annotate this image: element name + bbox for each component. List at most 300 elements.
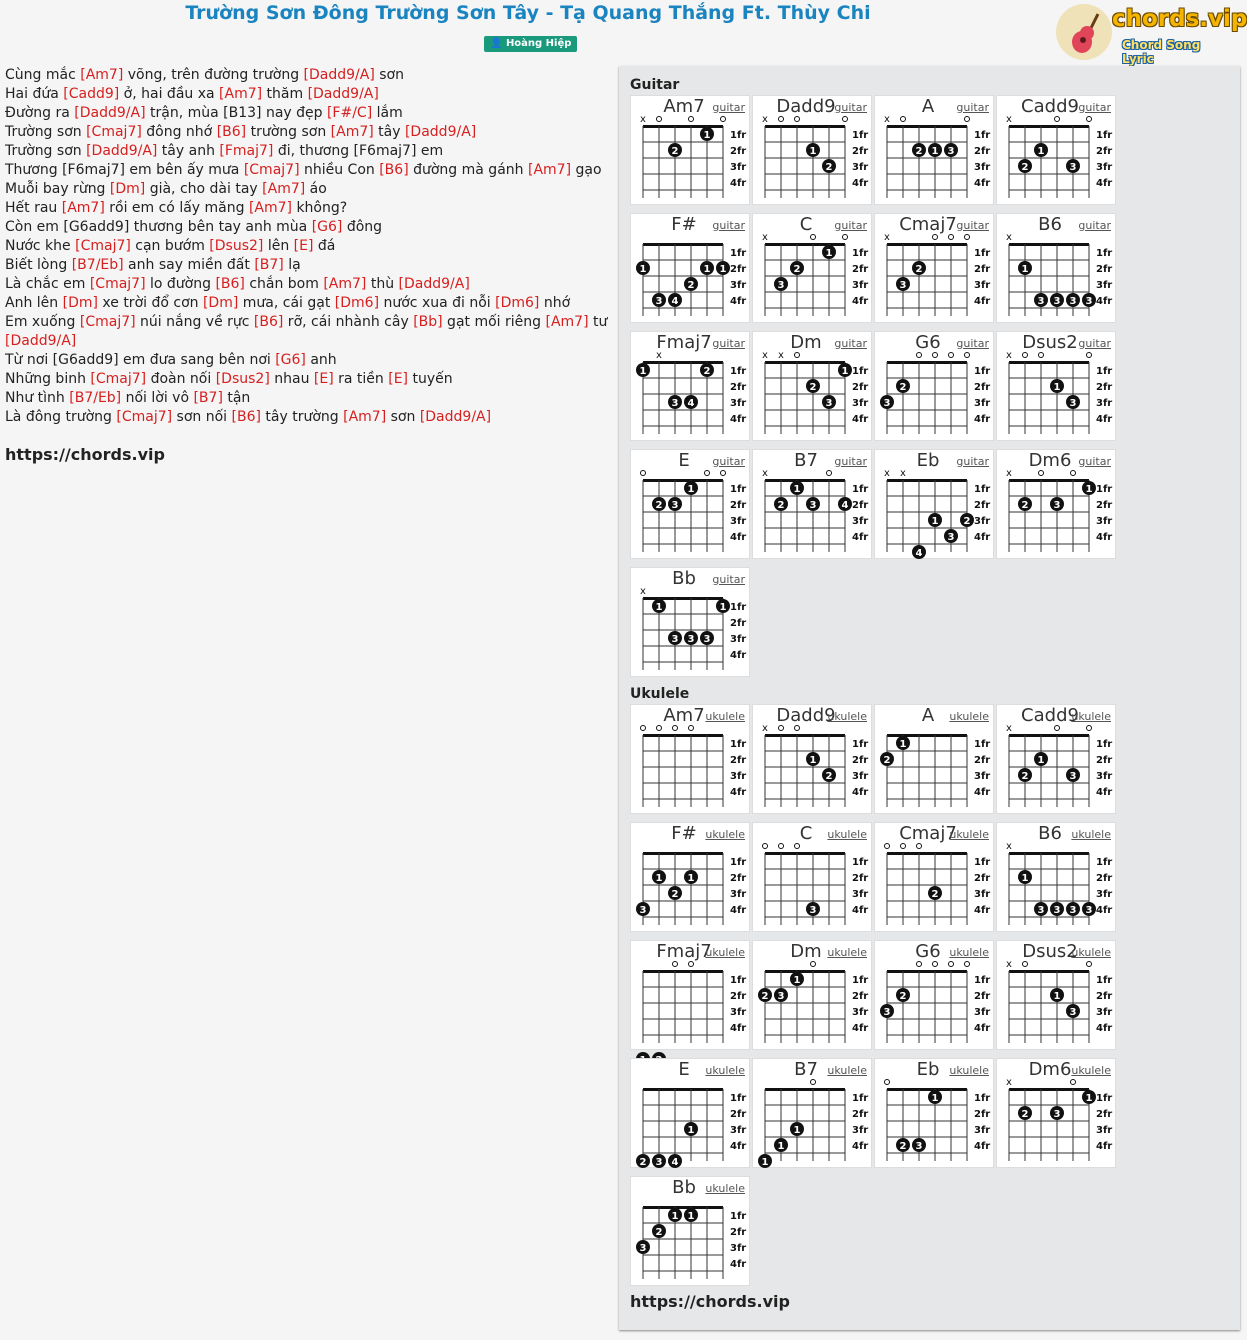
guitar-chord-card[interactable] — [752, 449, 872, 559]
finger-number: 2 — [963, 516, 971, 527]
chord-link[interactable]: [B6] — [216, 124, 247, 140]
chord-link[interactable]: [Fmaj7] — [219, 143, 274, 159]
chord-link[interactable]: [Dm6] — [495, 295, 540, 311]
ukulele-link[interactable]: ukulele — [949, 710, 989, 723]
author-badge[interactable] — [484, 36, 577, 52]
open-marker — [949, 962, 954, 967]
ukulele-chord-card[interactable] — [996, 704, 1116, 814]
chord-link[interactable]: [Dm] — [109, 181, 146, 197]
finger-number: 3 — [1053, 1109, 1061, 1120]
open-marker — [965, 353, 970, 358]
guitar-link[interactable]: guitar — [1078, 219, 1111, 232]
fret-label: 1fr — [852, 975, 869, 986]
chord-diagram — [875, 450, 995, 560]
finger-number: 2 — [1021, 1109, 1029, 1120]
chord-link[interactable]: [Dsus2] — [215, 371, 270, 387]
fret-label: 3fr — [1096, 1007, 1113, 1018]
lyric-text: lo đường — [145, 276, 216, 292]
muted-marker: x — [762, 114, 768, 125]
open-marker — [949, 235, 954, 240]
chord-link[interactable]: [B7] — [254, 257, 284, 273]
guitar-chord-card[interactable] — [630, 567, 750, 677]
chord-link[interactable]: [E] — [388, 371, 409, 387]
ukulele-link[interactable]: ukulele — [705, 1064, 745, 1077]
chord-name: Dm — [790, 941, 822, 962]
guitar-chord-card[interactable] — [630, 331, 750, 441]
guitar-link[interactable]: guitar — [956, 101, 989, 114]
guitar-chord-card[interactable] — [996, 331, 1116, 441]
chord-name: B6 — [1038, 214, 1062, 235]
fret-label: 4fr — [974, 414, 991, 425]
lyric-text: Hết rau — [5, 200, 62, 216]
lyric-text: sơn — [386, 409, 420, 425]
finger-number: 1 — [1085, 1093, 1093, 1104]
chord-link[interactable]: [Am7] — [330, 124, 374, 140]
chord-link[interactable]: [Am7] — [262, 181, 306, 197]
chord-link[interactable]: [G6] — [311, 219, 343, 235]
fret-label: 2fr — [1096, 755, 1113, 766]
fret-label: 2fr — [730, 264, 747, 275]
finger-number: 1 — [687, 484, 695, 495]
lyric-text: nhiều Con — [299, 162, 380, 178]
finger-number: 3 — [671, 500, 679, 511]
open-marker — [1087, 117, 1092, 122]
chord-link[interactable]: [Am7] — [80, 67, 124, 83]
finger-number: 3 — [671, 398, 679, 409]
fret-label: 1fr — [730, 739, 747, 750]
chord-link[interactable]: [G6] — [275, 352, 306, 368]
guitar-link[interactable]: guitar — [956, 219, 989, 232]
lyric-text: Nước khe — [5, 238, 76, 254]
finger-number: 4 — [671, 296, 679, 307]
finger-number: 4 — [915, 548, 923, 559]
guitar-link[interactable]: guitar — [712, 337, 745, 350]
chord-link[interactable]: [Dadd9/A] — [5, 333, 77, 349]
nut — [765, 852, 845, 855]
finger-number: 2 — [777, 500, 785, 511]
fret-label: 2fr — [852, 264, 869, 275]
chord-link[interactable]: [Cmaj7] — [79, 314, 136, 330]
guitar-chord-card[interactable] — [630, 449, 750, 559]
guitar-chord-card[interactable] — [874, 449, 994, 559]
chord-link[interactable]: [Cadd9] — [63, 86, 120, 102]
ukulele-link[interactable]: ukulele — [827, 1064, 867, 1077]
chord-diagram — [631, 450, 751, 560]
muted-marker: x — [778, 350, 784, 361]
chord-link[interactable]: [B6] — [215, 276, 245, 292]
guitar-chord-card[interactable] — [874, 213, 994, 323]
fret-label: 3fr — [730, 1243, 747, 1254]
lyric-text: đường mà gánh — [408, 162, 528, 178]
chord-link[interactable]: [Cmaj7] — [243, 162, 300, 178]
fret-label: 2fr — [852, 146, 869, 157]
chord-link[interactable]: [B7/Eb] — [71, 257, 124, 273]
ukulele-link[interactable]: ukulele — [827, 946, 867, 959]
lyric-text: Như tình — [5, 390, 70, 406]
ukulele-link[interactable]: ukulele — [1071, 828, 1111, 841]
finger-number: 3 — [671, 634, 679, 645]
chord-link[interactable]: [Dadd9/A] — [419, 409, 492, 425]
finger-number: 1 — [825, 248, 833, 259]
chord-link[interactable]: [Dadd9/A] — [398, 276, 470, 292]
chord-diagram — [875, 823, 995, 933]
fret-label: 4fr — [730, 1023, 747, 1034]
ukulele-link[interactable]: ukulele — [705, 828, 745, 841]
finger-number: 1 — [809, 755, 817, 766]
nut — [1009, 361, 1089, 364]
fret-label: 2fr — [1096, 991, 1113, 1002]
guitar-chord-card[interactable] — [752, 331, 872, 441]
lyric-line — [5, 408, 595, 427]
guitar-link[interactable]: guitar — [712, 219, 745, 232]
guitar-link[interactable]: guitar — [712, 101, 745, 114]
nut — [765, 479, 845, 482]
open-marker — [949, 353, 954, 358]
finger-number: 3 — [639, 905, 647, 916]
lyric-text: nhớ — [539, 295, 571, 311]
fret-label: 4fr — [1096, 1141, 1113, 1152]
guitar-link[interactable]: guitar — [1078, 337, 1111, 350]
fret-label: 3fr — [974, 280, 991, 291]
fret-label: 1fr — [852, 130, 869, 141]
ukulele-chord-card[interactable] — [874, 822, 994, 932]
lyric-text: không? — [292, 200, 348, 216]
chord-link[interactable]: [Dadd9/A] — [303, 67, 375, 83]
guitar-chord-card[interactable] — [630, 213, 750, 323]
finger-number: 1 — [655, 602, 663, 613]
chord-diagram — [631, 332, 751, 442]
lyric-line — [5, 142, 595, 161]
chord-link[interactable]: [Dm] — [202, 295, 239, 311]
lyric-line — [5, 275, 595, 294]
guitar-link[interactable]: guitar — [834, 219, 867, 232]
fret-label: 4fr — [730, 787, 747, 798]
chord-link[interactable]: [Am7] — [61, 200, 105, 216]
guitar-link[interactable]: guitar — [834, 337, 867, 350]
guitar-link[interactable]: guitar — [712, 573, 745, 586]
ukulele-link[interactable]: ukulele — [949, 946, 989, 959]
lyric-text: Anh lên — [5, 295, 63, 311]
lyric-text: đá — [313, 238, 336, 254]
fret-label: 1fr — [852, 739, 869, 750]
lyric-text: Trường sơn — [5, 143, 87, 159]
finger-number: 1 — [719, 602, 727, 613]
finger-number: 3 — [883, 1007, 891, 1018]
fret-label: 2fr — [974, 382, 991, 393]
lyric-line — [5, 85, 595, 104]
lyric-text: nhau — [269, 371, 314, 387]
site-logo[interactable] — [1054, 2, 1247, 66]
guitar-chord-card[interactable] — [752, 95, 872, 205]
chord-diagram — [875, 96, 995, 206]
chord-link[interactable]: [Dadd9/A] — [74, 105, 146, 121]
ukulele-chord-card[interactable] — [874, 704, 994, 814]
fret-label: 2fr — [730, 618, 747, 629]
fret-label: 2fr — [974, 1109, 991, 1120]
fret-label: 2fr — [1096, 873, 1113, 884]
ukulele-chord-card[interactable] — [630, 940, 750, 1050]
fret-label: 1fr — [730, 1093, 747, 1104]
nut — [765, 970, 845, 973]
chord-link[interactable]: [Dm6] — [334, 295, 380, 311]
chord-link[interactable]: [Dadd9/A] — [86, 143, 158, 159]
guitar-link[interactable]: guitar — [1078, 101, 1111, 114]
fret-label: 3fr — [1096, 889, 1113, 900]
lyric-text: tây — [373, 124, 405, 140]
chord-link[interactable]: [Cmaj7] — [116, 409, 173, 425]
muted-marker: x — [762, 723, 768, 734]
chord-name: Dm6 — [1028, 1059, 1072, 1080]
fret-label: 1fr — [1096, 857, 1113, 868]
muted-marker: x — [1006, 232, 1012, 243]
lyric-text: Em xuống — [5, 314, 80, 330]
guitar-chord-card[interactable] — [874, 331, 994, 441]
chord-link[interactable]: [B6] — [231, 409, 261, 425]
finger-number: 3 — [1069, 162, 1077, 173]
chord-diagram — [631, 214, 751, 324]
fret-label: 3fr — [852, 771, 869, 782]
open-marker — [779, 844, 784, 849]
ukulele-link[interactable]: ukulele — [827, 828, 867, 841]
chord-link[interactable]: [Am7] — [527, 162, 572, 178]
nut — [643, 597, 723, 600]
chord-diagram — [753, 1059, 873, 1169]
finger-number: 3 — [1053, 905, 1061, 916]
chord-diagram — [631, 1177, 751, 1287]
open-marker — [885, 844, 890, 849]
guitar-link[interactable]: guitar — [834, 101, 867, 114]
lyric-text: ở, hai đầu xa — [119, 86, 220, 102]
chord-link[interactable]: [Am7] — [545, 314, 589, 330]
chord-link[interactable]: [B6] — [379, 162, 409, 178]
ukulele-link[interactable]: ukulele — [949, 828, 989, 841]
fret-label: 1fr — [974, 1093, 991, 1104]
chord-link[interactable]: [Cmaj7] — [75, 238, 131, 254]
chord-link[interactable]: [Bb] — [413, 314, 443, 330]
chord-link[interactable]: [B7/Eb] — [69, 390, 122, 406]
guitar-link[interactable]: guitar — [956, 455, 989, 468]
chord-diagram — [753, 214, 873, 324]
chord-diagram — [875, 1059, 995, 1169]
lyric-text: già, cho dài tay — [145, 181, 263, 197]
chord-name: Bb — [672, 568, 696, 589]
finger-number: 1 — [841, 366, 849, 377]
finger-number: 1 — [1037, 146, 1045, 157]
chord-name: Fmaj7 — [656, 941, 712, 962]
muted-marker: x — [1006, 114, 1012, 125]
finger-number: 1 — [639, 366, 647, 377]
guitar-chord-card[interactable] — [874, 95, 994, 205]
lyric-text: tuyến — [408, 371, 453, 387]
lyric-text: Hai đứa — [5, 86, 64, 102]
open-marker — [1071, 1080, 1076, 1085]
lyric-text: Biết lòng — [5, 257, 72, 273]
fret-label: 2fr — [730, 1109, 747, 1120]
fret-label: 1fr — [1096, 484, 1113, 495]
fret-label: 1fr — [1096, 975, 1113, 986]
lyric-line — [5, 389, 595, 408]
fret-label: 3fr — [730, 771, 747, 782]
chord-link[interactable]: [F#/C] — [326, 105, 373, 121]
chord-name: Dsus2 — [1022, 941, 1078, 962]
chord-name: Fmaj7 — [656, 332, 712, 353]
chord-name: Cmaj7 — [899, 214, 957, 235]
ukulele-section-title: Ukulele — [630, 686, 690, 702]
ukulele-chord-card[interactable] — [996, 940, 1116, 1050]
fret-label: 2fr — [1096, 264, 1113, 275]
finger-number: 4 — [841, 500, 849, 511]
ukulele-link[interactable]: ukulele — [949, 1064, 989, 1077]
open-marker — [917, 962, 922, 967]
logo-tagline: Chord Song Lyric — [1122, 38, 1201, 66]
fret-label: 1fr — [730, 1211, 747, 1222]
finger-number: 1 — [1053, 382, 1061, 393]
guitar-link[interactable]: guitar — [956, 337, 989, 350]
ukulele-chord-card[interactable] — [996, 1058, 1116, 1168]
guitar-link[interactable]: guitar — [834, 455, 867, 468]
chord-link[interactable]: [E] — [293, 238, 314, 254]
chord-name: F# — [671, 214, 697, 235]
ukulele-chord-card[interactable] — [752, 704, 872, 814]
fret-label: 1fr — [730, 484, 747, 495]
ukulele-chord-card[interactable] — [996, 822, 1116, 932]
panel-site-url[interactable]: https://chords.vip — [630, 1292, 790, 1311]
finger-number: 1 — [639, 264, 647, 275]
fret-label: 4fr — [852, 532, 869, 543]
guitar-link[interactable]: guitar — [712, 455, 745, 468]
chord-link[interactable]: [Am7] — [323, 276, 367, 292]
ukulele-link[interactable]: ukulele — [1071, 710, 1111, 723]
chord-link[interactable]: [Am7] — [219, 86, 263, 102]
ukulele-link[interactable]: ukulele — [705, 1182, 745, 1195]
chord-diagram — [753, 450, 873, 560]
ukulele-link[interactable]: ukulele — [1071, 1064, 1111, 1077]
finger-number: 1 — [1021, 873, 1029, 884]
chord-name: Cadd9 — [1021, 705, 1079, 726]
chord-link[interactable]: [Cmaj7] — [90, 371, 147, 387]
chord-diagram — [997, 823, 1117, 933]
lyric-text: Trường sơn — [5, 124, 87, 140]
fret-label: 3fr — [852, 280, 869, 291]
finger-number: 3 — [1069, 398, 1077, 409]
finger-number: 3 — [687, 634, 695, 645]
guitar-chord-card[interactable] — [752, 213, 872, 323]
ukulele-chord-card[interactable] — [874, 940, 994, 1050]
ukulele-link[interactable]: ukulele — [705, 946, 745, 959]
chord-link[interactable]: [B7] — [193, 390, 223, 406]
lyric-text: rồi em có lấy măng — [104, 200, 249, 216]
ukulele-chord-card[interactable] — [630, 1176, 750, 1286]
chord-link[interactable]: [Dadd9/A] — [404, 124, 477, 140]
fret-label: 3fr — [730, 1125, 747, 1136]
chord-link[interactable]: [Dsus2] — [209, 238, 264, 254]
lyric-text: tư — [588, 314, 608, 330]
guitar-chord-card[interactable] — [630, 95, 750, 205]
open-marker — [917, 353, 922, 358]
fret-label: 4fr — [1096, 178, 1113, 189]
open-marker — [933, 235, 938, 240]
chord-link[interactable]: [E] — [313, 371, 334, 387]
open-marker — [843, 117, 848, 122]
finger-number: 3 — [777, 280, 785, 291]
fret-label: 2fr — [852, 755, 869, 766]
chord-name: Bb — [672, 1177, 696, 1198]
open-marker — [1039, 471, 1044, 476]
muted-marker: x — [900, 468, 906, 479]
lyric-text: Từ nơi [G6add9] em đưa sang bên nơi — [5, 352, 276, 368]
finger-number: 1 — [793, 1125, 801, 1136]
guitar-chord-card[interactable] — [996, 95, 1116, 205]
chord-diagram — [753, 705, 873, 815]
chord-link[interactable]: [B6] — [253, 314, 284, 330]
lyric-text: lên — [263, 238, 294, 254]
nut — [887, 734, 967, 737]
ukulele-chord-card[interactable] — [752, 1058, 872, 1168]
chord-diagram — [997, 214, 1117, 324]
fret-label: 4fr — [1096, 414, 1113, 425]
fret-label: 1fr — [730, 602, 747, 613]
lyric-text: anh — [305, 352, 337, 368]
lyric-text: tây trường — [260, 409, 344, 425]
fret-label: 2fr — [730, 1227, 747, 1238]
finger-number: 1 — [1085, 484, 1093, 495]
chord-name: Cadd9 — [1021, 96, 1079, 117]
lyric-text: nước xua đi nỗi — [379, 295, 496, 311]
finger-number: 2 — [761, 991, 769, 1002]
open-marker — [1039, 353, 1044, 358]
ukulele-chord-card[interactable] — [874, 1058, 994, 1168]
fret-label: 3fr — [730, 1007, 747, 1018]
ukulele-chord-card[interactable] — [630, 1058, 750, 1168]
fret-label: 2fr — [730, 146, 747, 157]
chord-link[interactable]: [Dadd9/A] — [307, 86, 379, 102]
ukulele-link[interactable]: ukulele — [705, 710, 745, 723]
open-marker — [827, 471, 832, 476]
chord-link[interactable]: [Am7] — [248, 200, 292, 216]
ukulele-chord-card[interactable] — [752, 940, 872, 1050]
chord-diagram — [753, 941, 873, 1051]
chord-link[interactable]: [Cmaj7] — [86, 124, 142, 140]
ukulele-chord-card[interactable] — [630, 822, 750, 932]
chord-link[interactable]: [Dm] — [62, 295, 98, 311]
fret-label: 2fr — [1096, 382, 1113, 393]
muted-marker: x — [762, 468, 768, 479]
chord-link[interactable]: [Am7] — [343, 409, 387, 425]
chord-diagram — [631, 705, 751, 815]
open-marker — [689, 962, 694, 967]
chord-link[interactable]: [Cmaj7] — [89, 276, 146, 292]
lyrics-site-url[interactable]: https://chords.vip — [5, 445, 165, 464]
chord-diagram — [753, 823, 873, 933]
nut — [887, 243, 967, 246]
ukulele-link[interactable]: ukulele — [827, 710, 867, 723]
guitar-chord-card[interactable] — [996, 449, 1116, 559]
guitar-link[interactable]: guitar — [1078, 455, 1111, 468]
finger-number: 3 — [947, 146, 955, 157]
fret-label: 2fr — [852, 382, 869, 393]
lyric-text: Là chắc em — [5, 276, 90, 292]
nut — [765, 125, 845, 128]
ukulele-chord-card[interactable] — [752, 822, 872, 932]
nut — [765, 1088, 845, 1091]
ukulele-chord-card[interactable] — [630, 704, 750, 814]
chord-diagram — [631, 823, 751, 933]
fret-label: 4fr — [974, 1023, 991, 1034]
ukulele-link[interactable]: ukulele — [1071, 946, 1111, 959]
nut — [643, 1088, 723, 1091]
guitar-chord-card[interactable] — [996, 213, 1116, 323]
finger-number: 2 — [639, 1157, 647, 1168]
